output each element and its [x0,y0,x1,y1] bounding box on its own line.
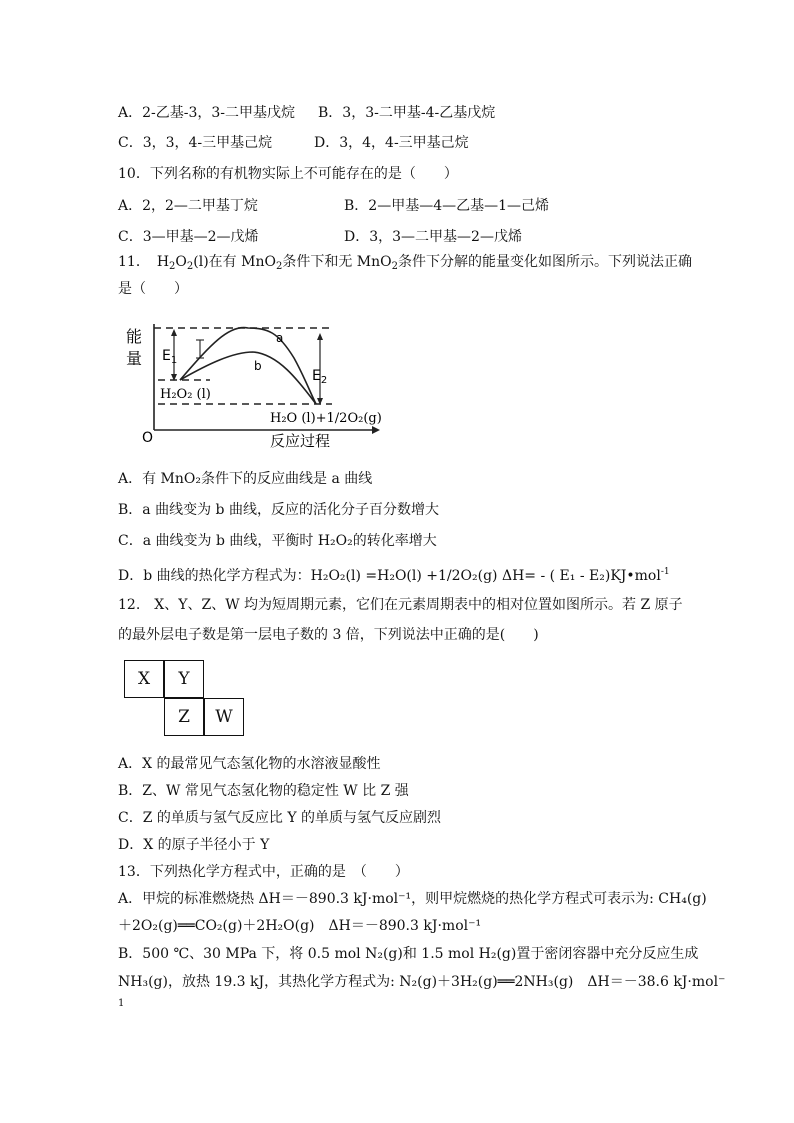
q11-option-a: A．有 MnO₂条件下的反应曲线是 a 曲线 [118,471,373,487]
q11-stem-part2: O [175,254,187,270]
energy-diagram [118,318,388,450]
q11-stem-part1: 11． H [118,254,170,270]
q9-option-b: B．3，3-二甲基-4-乙基戊烷 [318,105,496,121]
ylabel-2: 量 [126,349,143,368]
q9-option-a: A．2-乙基-3，3-二甲基戊烷 [118,105,296,121]
q12-stem-line2: 的最外层电子数是第一层电子数的 3 倍，下列说法中正确的是( ) [118,627,539,643]
q10-option-a: A．2，2—二甲基丁烷 [118,198,258,214]
ylabel-1: 能 [126,327,143,346]
cell-w: W [204,698,244,736]
xlabel: 反应过程 [270,432,331,450]
e2-label: $E_2$ [312,368,328,386]
q13-stem: 13．下列热化学方程式中，正确的是 （ ） [118,864,409,880]
q11-stem-part4: 条件下和无 MnO [282,254,392,270]
reactant-label: H₂O₂ (l) [160,387,211,402]
q11-option-b: B．a 曲线变为 b 曲线，反应的活化分子百分数增大 [118,502,439,518]
cell-z: Z [164,698,204,736]
q12-option-b: B．Z、W 常见气态氢化物的稳定性 W 比 Z 强 [118,783,409,799]
curve-a-label: a [276,331,284,345]
e1-label: $E_1$ [162,348,178,366]
q11-option-d-sup: -1 [660,567,670,577]
cell-x: X [124,660,164,698]
e1-arrow-head-up [171,329,177,336]
q11-stem-part5: 条件下分解的能量变化如图所示。下列说法正确 [397,254,692,270]
x-axis-arrow [372,426,380,434]
origin-label: O [142,430,154,446]
cell-y: Y [164,660,204,698]
q9-option-c: C．3，3，4-三甲基己烷 [118,135,273,151]
q11-option-c: C．a 曲线变为 b 曲线，平衡时 H₂O₂的转化率增大 [118,533,437,549]
q10-option-d: D．3，3—二甲基—2—戊烯 [344,229,522,245]
q12-option-c: C．Z 的单质与氢气反应比 Y 的单质与氢气反应剧烈 [118,810,442,826]
q11-stem-part3: (l)在有 MnO [193,254,276,270]
curve-b-label: b [254,359,262,373]
q11-option-d [118,562,670,586]
q9-option-d: D．3，4，4-三甲基己烷 [314,135,469,151]
e2-arrow-head-up [317,333,323,340]
q10-option-b: B．2—甲基—4—乙基—1—己烯 [344,198,550,214]
q13-option-b-line3: 1 [118,998,125,1009]
q10-option-c: C．3—甲基—2—戊烯 [118,229,259,245]
q11-option-d-text: D．b 曲线的热化学方程式为：H₂O₂(l) =H₂O(l) +1/2O₂(g) ΔH= - ( E₁ - E₂)KJ•mol [118,568,661,584]
product-label: H₂O (l)+1/2O₂(g) [270,411,382,426]
q11-stem-line2: 是（ ） [118,281,188,297]
q12-stem: 12. X、Y、Z、W 均为短周期元素，它们在元素周期表中的相对位置如图所示。若 Z 原子 [118,597,683,613]
q13-option-b-line2: NH₃(g)，放热 19.3 kJ，其热化学方程式为: N₂(g)＋3H₂(g)══2NH₃(g) ΔH＝－38.6 kJ·mol⁻ [118,974,726,990]
q12-option-a: A．X 的最常见气态氢化物的水溶液显酸性 [118,756,381,772]
q13-option-a-line2: ＋2O₂(g)══CO₂(g)＋2H₂O(g) ΔH＝－890.3 kJ·mol⁻¹ [118,918,482,934]
q11-stem: 11． $H_2O_2(l)$在有 MnO$_2$条件下和无 MnO$_2$条件下分解的能量变化如图所示。下列说法正确 [118,254,692,272]
q13-option-a-line1: A．甲烷的标准燃烧热 ΔH＝－890.3 kJ·mol⁻¹，则甲烷燃烧的热化学方程式可表示为: CH₄(g) [118,891,707,907]
q12-option-d: D．X 的原子半径小于 Y [118,837,270,853]
q13-option-b-line1: B．500 ℃、30 MPa 下，将 0.5 mol N₂(g)和 1.5 mol H₂(g)置于密闭容器中充分反应生成 [118,946,699,962]
q10-stem: 10．下列名称的有机物实际上不可能存在的是（ ） [118,166,458,182]
